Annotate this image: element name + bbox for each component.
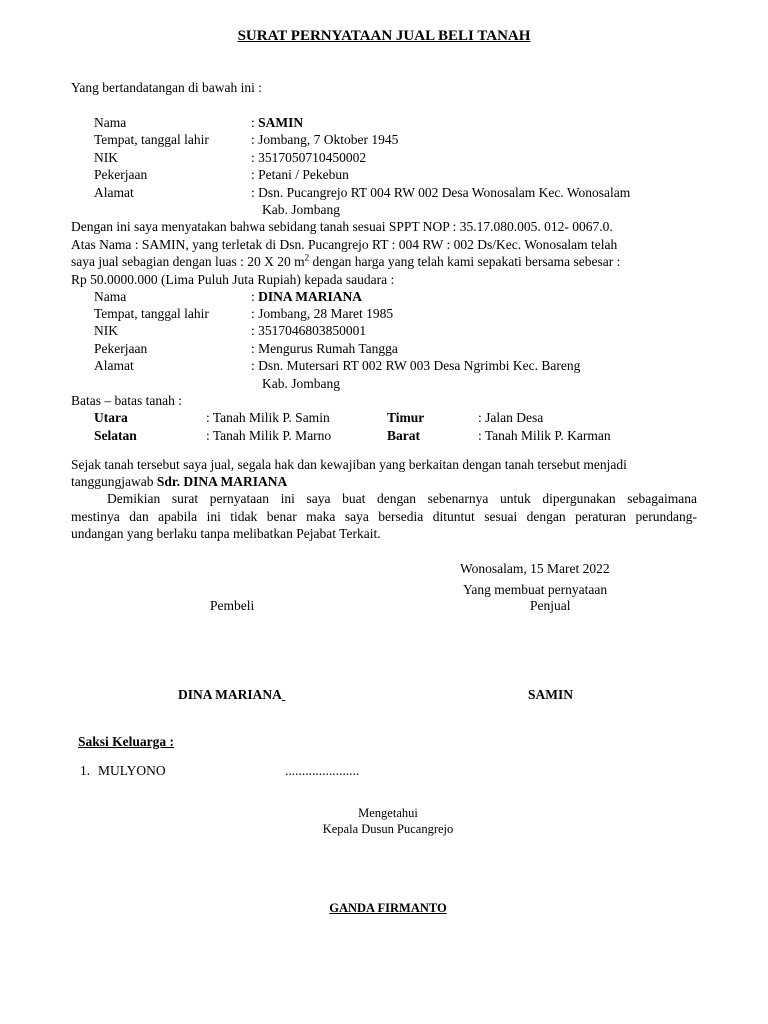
boundaries-heading: Batas – batas tanah : (71, 393, 182, 408)
intro-text: Yang bertandatangan di bawah ini : (71, 80, 262, 95)
seller-row-nik (94, 149, 714, 166)
seller-value-birth: : Jombang, 7 Oktober 1945 (251, 132, 399, 147)
seller-value-nik: : 3517050710450002 (251, 150, 367, 165)
buyer-row-job (94, 340, 714, 357)
seller-label-address: Alamat (94, 185, 134, 200)
buyer-role: Pembeli (210, 598, 255, 613)
buyer-value-nik: : 3517046803850001 (251, 323, 367, 338)
seller-label-job: Pekerjaan (94, 167, 148, 182)
seller-row-name (94, 114, 714, 131)
statement-line-2: Atas Nama : SAMIN, yang terletak di Dsn. Pucangrejo RT : 004 RW : 002 Ds/Kec. Wonosalam telah (71, 237, 618, 252)
boundary-value-east: : Jalan Desa (478, 410, 544, 425)
maker-label: Yang membuat pernyataan (463, 582, 608, 597)
buyer-row-name (94, 288, 714, 305)
seller-label-name: Nama (94, 115, 127, 130)
seller-label-birth: Tempat, tanggal lahir (94, 132, 209, 147)
buyer-value-birth: : Jombang, 28 Maret 1985 (251, 306, 394, 321)
buyer-label-name: Nama (94, 289, 127, 304)
transfer-line-1: Sejak tanah tersebut saya jual, segala hak dan kewajiban yang berkaitan dengan tanah tersebut menjadi (71, 457, 627, 472)
acknowledge-title: Kepala Dusun Pucangrejo (322, 822, 454, 836)
buyer-value-job: : Mengurus Rumah Tangga (251, 341, 398, 356)
buyer-label-address: Alamat (94, 358, 134, 373)
seller-value-job: : Petani / Pekebun (251, 167, 349, 182)
seller-row-birth (94, 131, 714, 148)
seller-value-address: : Dsn. Pucangrejo RT 004 RW 002 Desa Wonosalam Kec. Wonosalam (251, 185, 631, 200)
seller-signature-name: SAMIN (528, 687, 574, 702)
seller-label-nik: NIK (94, 150, 118, 165)
statement-line-4: Rp 50.0000.000 (Lima Puluh Juta Rupiah) kepada saudara : (71, 272, 395, 287)
witness-name: MULYONO (98, 763, 166, 778)
boundary-dir-north: Utara (94, 410, 128, 425)
boundary-value-south: : Tanah Milik P. Marno (206, 428, 332, 443)
seller-value-name: : SAMIN (251, 115, 304, 130)
closing-line-2: mestinya dan apabila ini tidak benar maka saya bersedia dituntut sesuai dengan peraturan perundang- (71, 509, 697, 524)
boundary-value-north: : Tanah Milik P. Samin (206, 410, 330, 425)
buyer-label-birth: Tempat, tanggal lahir (94, 306, 209, 321)
transfer-line-2: tanggungjawab Sdr. DINA MARIANA (71, 474, 288, 489)
seller-row-job (94, 166, 714, 183)
buyer-signature-name: DINA MARIANA (178, 687, 282, 702)
place-date: Wonosalam, 15 Maret 2022 (460, 561, 610, 576)
buyer-label-nik: NIK (94, 323, 118, 338)
buyer-address-cont: Kab. Jombang (262, 376, 340, 391)
statement-line-3: saya jual sebagian dengan luas : 20 X 20 $m^2$ dengan harga yang telah kami sepakati bersama sebesar : (71, 252, 621, 269)
document-title: SURAT PERNYATAAN JUAL BELI TANAH (237, 28, 531, 44)
boundary-dir-east: Timur (387, 410, 425, 425)
boundary-dir-south: Selatan (94, 428, 137, 443)
buyer-row-birth (94, 305, 714, 322)
seller-role: Penjual (530, 598, 571, 613)
witness-signature-dots: ...................... (285, 763, 360, 778)
boundary-dir-west: Barat (387, 428, 420, 443)
buyer-value-address: : Dsn. Mutersari RT 002 RW 003 Desa Ngrimbi Kec. Bareng (251, 358, 581, 373)
seller-address-cont: Kab. Jombang (262, 202, 340, 217)
boundary-value-west: : Tanah Milik P. Karman (478, 428, 611, 443)
buyer-row-address (94, 357, 714, 374)
buyer-label-job: Pekerjaan (94, 341, 148, 356)
acknowledge-name: GANDA FIRMANTO (329, 901, 447, 915)
statement-line-1: Dengan ini saya menyatakan bahwa sebidang tanah sesuai SPPT NOP : 35.17.080.005. 012- 0067.0. (71, 219, 613, 234)
seller-row-address (94, 184, 714, 201)
buyer-row-nik (94, 322, 714, 339)
closing-line-1: Demikian surat pernyataan ini saya buat dengan sebenarnya untuk dipergunakan sebagaimana (107, 491, 697, 506)
witness-heading: Saksi Keluarga : (78, 734, 175, 749)
witness-number: 1. (80, 763, 91, 778)
acknowledge-label: Mengetahui (358, 806, 418, 820)
buyer-value-name: : DINA MARIANA (251, 289, 363, 304)
closing-line-3: undangan yang berlaku tanpa melibatkan Pejabat Terkait. (71, 526, 381, 541)
